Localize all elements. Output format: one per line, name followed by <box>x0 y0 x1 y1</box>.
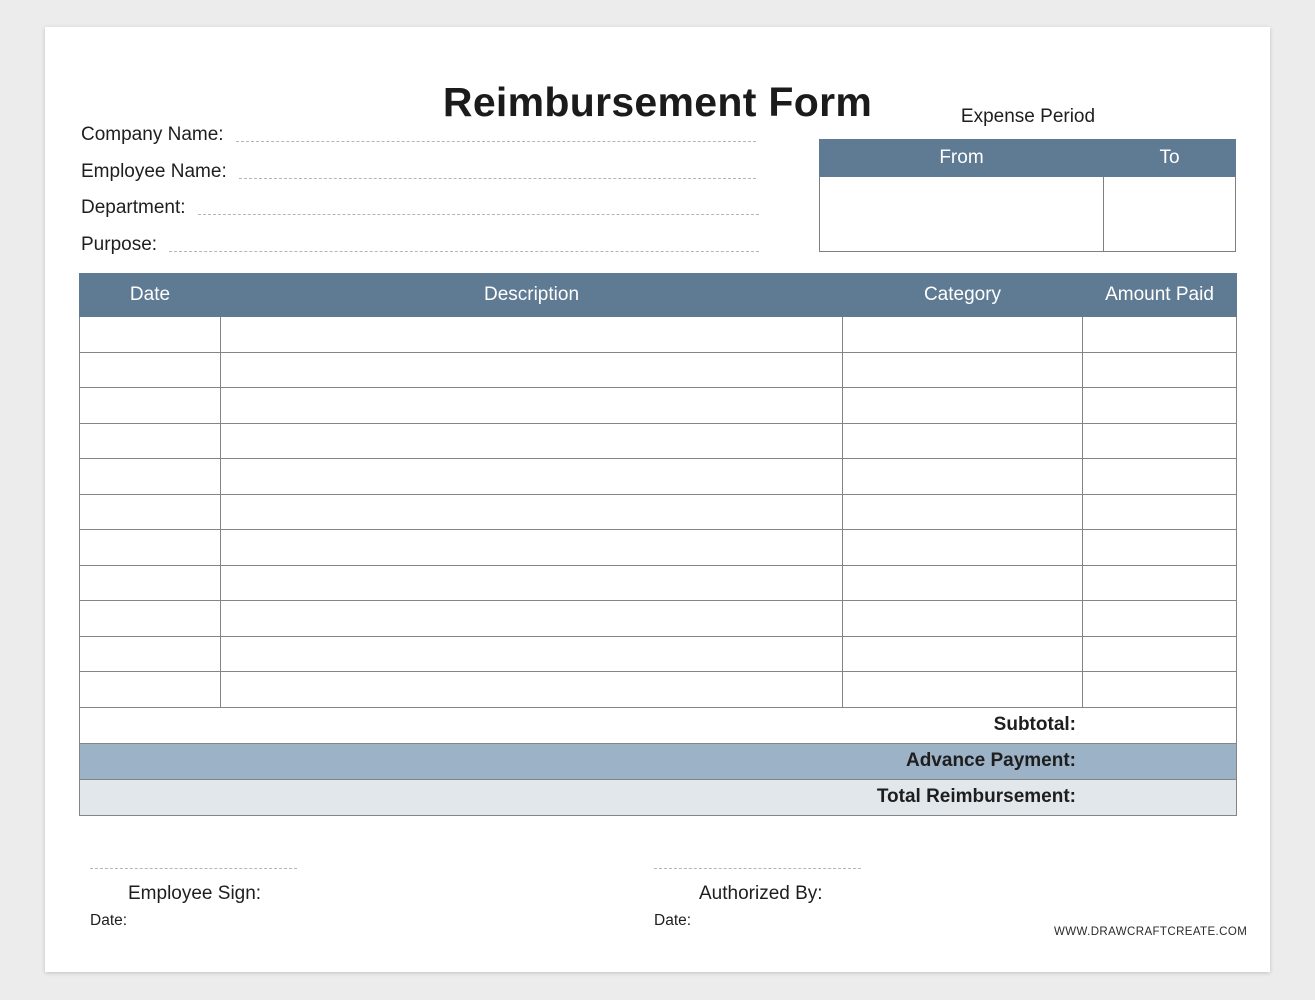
department-field[interactable] <box>81 193 759 219</box>
company-name-field[interactable] <box>81 120 756 146</box>
category-cell[interactable] <box>843 459 1083 495</box>
amount-paid-cell[interactable] <box>1083 672 1237 708</box>
table-row <box>80 317 1237 353</box>
date-cell[interactable] <box>80 672 221 708</box>
total-reimbursement-row <box>80 779 1237 815</box>
date-cell[interactable] <box>80 530 221 566</box>
table-row <box>80 565 1237 601</box>
description-cell[interactable] <box>221 352 843 388</box>
amount-paid-cell[interactable] <box>1083 530 1237 566</box>
purpose-field[interactable] <box>81 230 759 256</box>
date-cell[interactable] <box>80 636 221 672</box>
expense-period-table <box>819 139 1236 252</box>
advance-payment-label: Advance Payment: <box>905 750 1076 771</box>
advance-payment-cell[interactable] <box>80 743 1237 779</box>
amount-paid-cell[interactable] <box>1083 565 1237 601</box>
category-cell[interactable] <box>843 565 1083 601</box>
amount-paid-column-header: Amount Paid <box>1083 274 1237 317</box>
date-cell[interactable] <box>80 601 221 637</box>
table-row <box>80 388 1237 424</box>
period-to-cell[interactable] <box>1103 177 1235 252</box>
amount-paid-cell[interactable] <box>1083 494 1237 530</box>
date-cell[interactable] <box>80 352 221 388</box>
expense-table <box>79 273 1237 816</box>
period-from-header: From <box>820 140 1104 177</box>
category-cell[interactable] <box>843 601 1083 637</box>
category-cell[interactable] <box>843 672 1083 708</box>
advance-payment-row <box>80 743 1237 779</box>
form-paper <box>45 27 1270 972</box>
table-row <box>80 352 1237 388</box>
subtotal-row <box>80 707 1237 743</box>
description-cell[interactable] <box>221 636 843 672</box>
department-label: Department: <box>81 197 186 218</box>
date-cell[interactable] <box>80 565 221 601</box>
employee-date-label: Date: <box>90 912 128 929</box>
description-column-header: Description <box>221 274 843 317</box>
date-cell[interactable] <box>80 494 221 530</box>
amount-paid-cell[interactable] <box>1083 317 1237 353</box>
employee-name-line[interactable] <box>239 178 756 179</box>
date-cell[interactable] <box>80 423 221 459</box>
company-name-line[interactable] <box>236 141 756 142</box>
expense-period-title: Expense Period <box>960 106 1096 127</box>
date-column-header: Date <box>80 274 221 317</box>
period-to-header: To <box>1103 140 1235 177</box>
employee-name-field[interactable] <box>81 157 756 183</box>
category-cell[interactable] <box>843 352 1083 388</box>
purpose-line[interactable] <box>169 251 759 252</box>
total-reimbursement-cell[interactable] <box>80 779 1237 815</box>
category-cell[interactable] <box>843 636 1083 672</box>
date-cell[interactable] <box>80 388 221 424</box>
category-cell[interactable] <box>843 423 1083 459</box>
amount-paid-cell[interactable] <box>1083 601 1237 637</box>
category-cell[interactable] <box>843 388 1083 424</box>
employee-sign-label: Employee Sign: <box>128 883 262 904</box>
table-row <box>80 601 1237 637</box>
category-cell[interactable] <box>843 530 1083 566</box>
table-row <box>80 423 1237 459</box>
department-line[interactable] <box>198 214 759 215</box>
amount-paid-cell[interactable] <box>1083 388 1237 424</box>
description-cell[interactable] <box>221 672 843 708</box>
total-reimbursement-label: Total Reimbursement: <box>876 786 1076 807</box>
authorized-by-label: Authorized By: <box>699 883 823 904</box>
subtotal-cell[interactable] <box>80 707 1237 743</box>
employee-sign-line[interactable] <box>90 868 297 869</box>
date-cell[interactable] <box>80 459 221 495</box>
amount-paid-cell[interactable] <box>1083 423 1237 459</box>
table-row <box>80 672 1237 708</box>
description-cell[interactable] <box>221 565 843 601</box>
amount-paid-cell[interactable] <box>1083 636 1237 672</box>
footer-website: WWW.DRAWCRAFTCREATE.COM <box>1054 926 1248 938</box>
table-row <box>80 494 1237 530</box>
description-cell[interactable] <box>221 494 843 530</box>
description-cell[interactable] <box>221 388 843 424</box>
amount-paid-cell[interactable] <box>1083 459 1237 495</box>
date-cell[interactable] <box>80 317 221 353</box>
company-name-label: Company Name: <box>81 124 224 145</box>
category-cell[interactable] <box>843 317 1083 353</box>
table-row <box>80 459 1237 495</box>
category-cell[interactable] <box>843 494 1083 530</box>
description-cell[interactable] <box>221 530 843 566</box>
employee-name-label: Employee Name: <box>81 161 227 182</box>
table-row <box>80 636 1237 672</box>
period-from-cell[interactable] <box>820 177 1104 252</box>
form-title: Reimbursement Form <box>442 79 873 125</box>
purpose-label: Purpose: <box>81 234 158 255</box>
expense-table-header-row <box>80 274 1237 317</box>
amount-paid-cell[interactable] <box>1083 352 1237 388</box>
description-cell[interactable] <box>221 423 843 459</box>
table-row <box>80 530 1237 566</box>
category-column-header: Category <box>843 274 1083 317</box>
subtotal-label: Subtotal: <box>993 714 1076 735</box>
description-cell[interactable] <box>221 459 843 495</box>
authorized-date-label: Date: <box>654 912 692 929</box>
description-cell[interactable] <box>221 601 843 637</box>
authorized-sign-line[interactable] <box>654 868 861 869</box>
description-cell[interactable] <box>221 317 843 353</box>
expense-table-body <box>80 317 1237 708</box>
